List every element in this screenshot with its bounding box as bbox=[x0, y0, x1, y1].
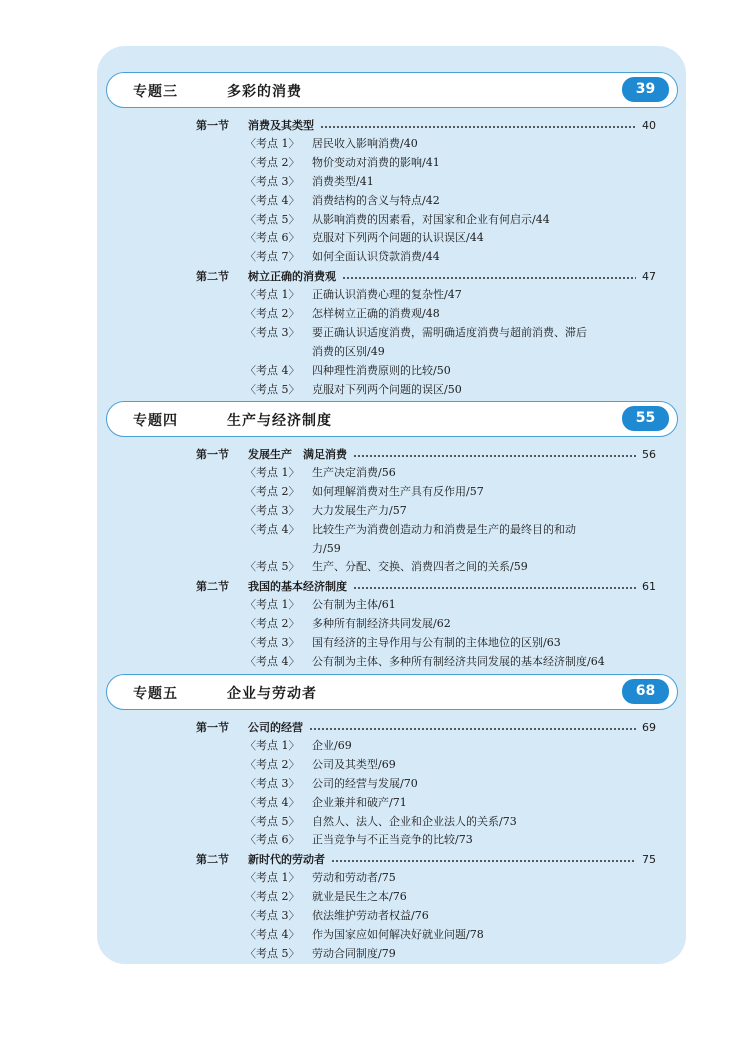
point-label: 〈考点 3〉 bbox=[245, 174, 300, 188]
toc-point[interactable] bbox=[245, 945, 665, 963]
point-text: 多种所有制经济共同发展/62 bbox=[312, 617, 451, 631]
point-text-continued: 消费的区别/49 bbox=[312, 344, 385, 358]
point-label: 〈考点 4〉 bbox=[245, 795, 300, 809]
toc-point[interactable] bbox=[245, 888, 665, 906]
point-text: 生产决定消费/56 bbox=[312, 465, 396, 479]
point-label: 〈考点 4〉 bbox=[245, 363, 300, 377]
point-text: 自然人、法人、企业和企业法人的关系/73 bbox=[312, 814, 517, 828]
point-text: 公司及其类型/69 bbox=[312, 757, 396, 771]
toc-point[interactable] bbox=[245, 869, 665, 887]
point-label: 〈考点 4〉 bbox=[245, 927, 300, 941]
toc-point[interactable] bbox=[245, 813, 665, 831]
toc-point[interactable] bbox=[245, 192, 665, 210]
point-label: 〈考点 3〉 bbox=[245, 776, 300, 790]
point-text: 从影响消费的因素看，对国家和企业有何启示/44 bbox=[312, 212, 550, 226]
section-page: 40 bbox=[642, 118, 656, 132]
topic-number: 专题三 bbox=[133, 84, 178, 100]
point-text: 要正确认识适度消费，需明确适度消费与超前消费、滞后 bbox=[312, 325, 587, 339]
topic-title: 企业与劳动者 bbox=[227, 686, 317, 702]
section-entry[interactable] bbox=[196, 850, 656, 868]
point-label: 〈考点 7〉 bbox=[245, 250, 300, 264]
topic-title: 多彩的消费 bbox=[227, 84, 302, 100]
topic-number: 专题五 bbox=[133, 686, 178, 702]
toc-point[interactable] bbox=[245, 286, 665, 304]
point-label: 〈考点 2〉 bbox=[245, 307, 300, 320]
point-text: 比较生产为消费创造动力和消费是生产的最终目的和动 bbox=[312, 522, 576, 536]
point-text: 正确认识消费心理的复杂性/47 bbox=[312, 288, 462, 302]
point-text: 公司的经营与发展/70 bbox=[312, 776, 418, 790]
point-text: 大力发展生产力/57 bbox=[312, 503, 407, 517]
point-text: 企业/69 bbox=[312, 738, 352, 752]
point-label: 〈考点 4〉 bbox=[245, 522, 300, 536]
toc-point[interactable] bbox=[245, 521, 665, 539]
point-text-continued: 力/59 bbox=[312, 541, 341, 555]
point-label: 〈考点 1〉 bbox=[245, 136, 300, 150]
point-text: 四种理性消费原则的比较/50 bbox=[312, 363, 451, 377]
toc-point[interactable] bbox=[245, 775, 665, 793]
toc-point[interactable] bbox=[245, 558, 665, 576]
section-entry[interactable] bbox=[196, 116, 656, 134]
point-label: 〈考点 6〉 bbox=[245, 231, 300, 245]
toc-point[interactable] bbox=[245, 737, 665, 755]
point-text: 克服对下列两个问题的认识误区/44 bbox=[312, 231, 484, 245]
toc-point[interactable] bbox=[245, 483, 665, 501]
point-label: 〈考点 1〉 bbox=[245, 288, 300, 302]
point-text: 作为国家应如何解决好就业问题/78 bbox=[312, 927, 484, 941]
point-text: 生产、分配、交换、消费四者之间的关系/59 bbox=[312, 560, 528, 574]
topic-number: 专题四 bbox=[133, 413, 178, 429]
section-number: 第二节 bbox=[196, 580, 229, 594]
point-label: 〈考点 3〉 bbox=[245, 636, 300, 649]
point-text: 消费结构的含义与特点/42 bbox=[312, 193, 440, 207]
toc-point[interactable] bbox=[245, 248, 665, 266]
section-entry[interactable] bbox=[196, 718, 656, 736]
section-title: 我国的基本经济制度 bbox=[248, 580, 347, 594]
section-entry[interactable] bbox=[196, 267, 656, 285]
dot-leader bbox=[342, 275, 636, 281]
section-number: 第一节 bbox=[196, 721, 229, 734]
point-label: 〈考点 2〉 bbox=[245, 484, 300, 498]
point-text: 劳动合同制度/79 bbox=[312, 946, 396, 960]
point-label: 〈考点 5〉 bbox=[245, 212, 300, 226]
point-text: 消费类型/41 bbox=[312, 174, 374, 188]
point-label: 〈考点 4〉 bbox=[245, 654, 300, 668]
section-title: 树立正确的消费观 bbox=[248, 270, 336, 284]
section-title: 新时代的劳动者 bbox=[248, 853, 325, 867]
section-entry[interactable] bbox=[196, 445, 656, 463]
point-text: 怎样树立正确的消费观/48 bbox=[312, 307, 440, 320]
toc-point[interactable] bbox=[245, 211, 665, 229]
toc-point[interactable] bbox=[245, 135, 665, 153]
toc-point[interactable] bbox=[245, 634, 665, 652]
toc-point[interactable] bbox=[245, 173, 665, 191]
toc-point[interactable] bbox=[245, 324, 665, 342]
point-label: 〈考点 3〉 bbox=[245, 909, 300, 922]
dot-leader bbox=[309, 726, 636, 732]
section-page: 69 bbox=[642, 720, 656, 734]
toc-point[interactable] bbox=[245, 596, 665, 614]
section-entry[interactable] bbox=[196, 577, 656, 595]
point-label: 〈考点 5〉 bbox=[245, 814, 300, 828]
dot-leader bbox=[331, 858, 636, 864]
toc-point[interactable] bbox=[245, 305, 665, 323]
toc-point[interactable] bbox=[245, 154, 665, 172]
topic-header[interactable] bbox=[106, 72, 678, 108]
point-label: 〈考点 5〉 bbox=[245, 560, 300, 574]
point-text: 国有经济的主导作用与公有制的主体地位的区别/63 bbox=[312, 636, 561, 649]
point-label: 〈考点 2〉 bbox=[245, 757, 300, 771]
toc-point[interactable] bbox=[245, 831, 665, 849]
point-label: 〈考点 6〉 bbox=[245, 833, 300, 847]
section-number: 第一节 bbox=[196, 119, 229, 132]
section-title: 发展生产 满足消费 bbox=[248, 448, 347, 461]
point-label: 〈考点 1〉 bbox=[245, 738, 300, 752]
section-title: 消费及其类型 bbox=[248, 119, 314, 132]
point-text: 企业兼并和破产/71 bbox=[312, 795, 407, 809]
topic-page-badge: 55 bbox=[622, 406, 669, 431]
section-number: 第一节 bbox=[196, 448, 229, 461]
section-number: 第二节 bbox=[196, 853, 229, 867]
toc-point[interactable] bbox=[245, 229, 665, 247]
point-text: 公有制为主体、多种所有制经济共同发展的基本经济制度/64 bbox=[312, 654, 605, 668]
dot-leader bbox=[353, 585, 636, 591]
point-label: 〈考点 5〉 bbox=[245, 946, 300, 960]
point-text: 如何理解消费对生产具有反作用/57 bbox=[312, 484, 484, 498]
toc-point[interactable] bbox=[245, 794, 665, 812]
section-page: 61 bbox=[642, 579, 656, 593]
section-title: 公司的经营 bbox=[248, 721, 303, 734]
point-text: 公有制为主体/61 bbox=[312, 598, 396, 612]
section-page: 75 bbox=[642, 852, 656, 866]
point-label: 〈考点 2〉 bbox=[245, 890, 300, 904]
toc-point[interactable] bbox=[245, 756, 665, 774]
topic-title: 生产与经济制度 bbox=[227, 413, 332, 429]
point-label: 〈考点 5〉 bbox=[245, 382, 300, 396]
point-label: 〈考点 3〉 bbox=[245, 325, 300, 339]
section-page: 47 bbox=[642, 269, 656, 283]
point-label: 〈考点 2〉 bbox=[245, 155, 300, 169]
point-label: 〈考点 1〉 bbox=[245, 871, 300, 885]
topic-header[interactable] bbox=[106, 401, 678, 437]
dot-leader bbox=[320, 124, 636, 130]
topic-page-badge: 68 bbox=[622, 679, 669, 704]
point-label: 〈考点 1〉 bbox=[245, 465, 300, 479]
point-text: 正当竞争与不正当竞争的比较/73 bbox=[312, 833, 473, 847]
toc-point[interactable] bbox=[245, 381, 665, 399]
point-label: 〈考点 1〉 bbox=[245, 598, 300, 612]
toc-point[interactable] bbox=[245, 926, 665, 944]
point-text: 就业是民生之本/76 bbox=[312, 890, 407, 904]
toc-point[interactable] bbox=[245, 907, 665, 925]
point-text: 依法维护劳动者权益/76 bbox=[312, 909, 429, 922]
toc-point[interactable] bbox=[245, 464, 665, 482]
point-label: 〈考点 3〉 bbox=[245, 503, 300, 517]
topic-page-badge: 39 bbox=[622, 77, 669, 102]
section-number: 第二节 bbox=[196, 270, 229, 284]
point-text: 居民收入影响消费/40 bbox=[312, 136, 418, 150]
section-page: 56 bbox=[642, 447, 656, 461]
topic-header[interactable] bbox=[106, 674, 678, 710]
toc-point[interactable] bbox=[245, 362, 665, 380]
point-text: 劳动和劳动者/75 bbox=[312, 871, 396, 885]
toc-point-continuation bbox=[245, 540, 665, 558]
point-label: 〈考点 4〉 bbox=[245, 193, 300, 207]
toc-point[interactable] bbox=[245, 653, 665, 671]
toc-point[interactable] bbox=[245, 615, 665, 633]
toc-point-continuation bbox=[245, 343, 665, 361]
point-label: 〈考点 2〉 bbox=[245, 617, 300, 631]
point-text: 克服对下列两个问题的误区/50 bbox=[312, 382, 462, 396]
dot-leader bbox=[353, 453, 636, 459]
toc-point[interactable] bbox=[245, 502, 665, 520]
point-text: 物价变动对消费的影响/41 bbox=[312, 155, 440, 169]
point-text: 如何全面认识贷款消费/44 bbox=[312, 250, 440, 264]
